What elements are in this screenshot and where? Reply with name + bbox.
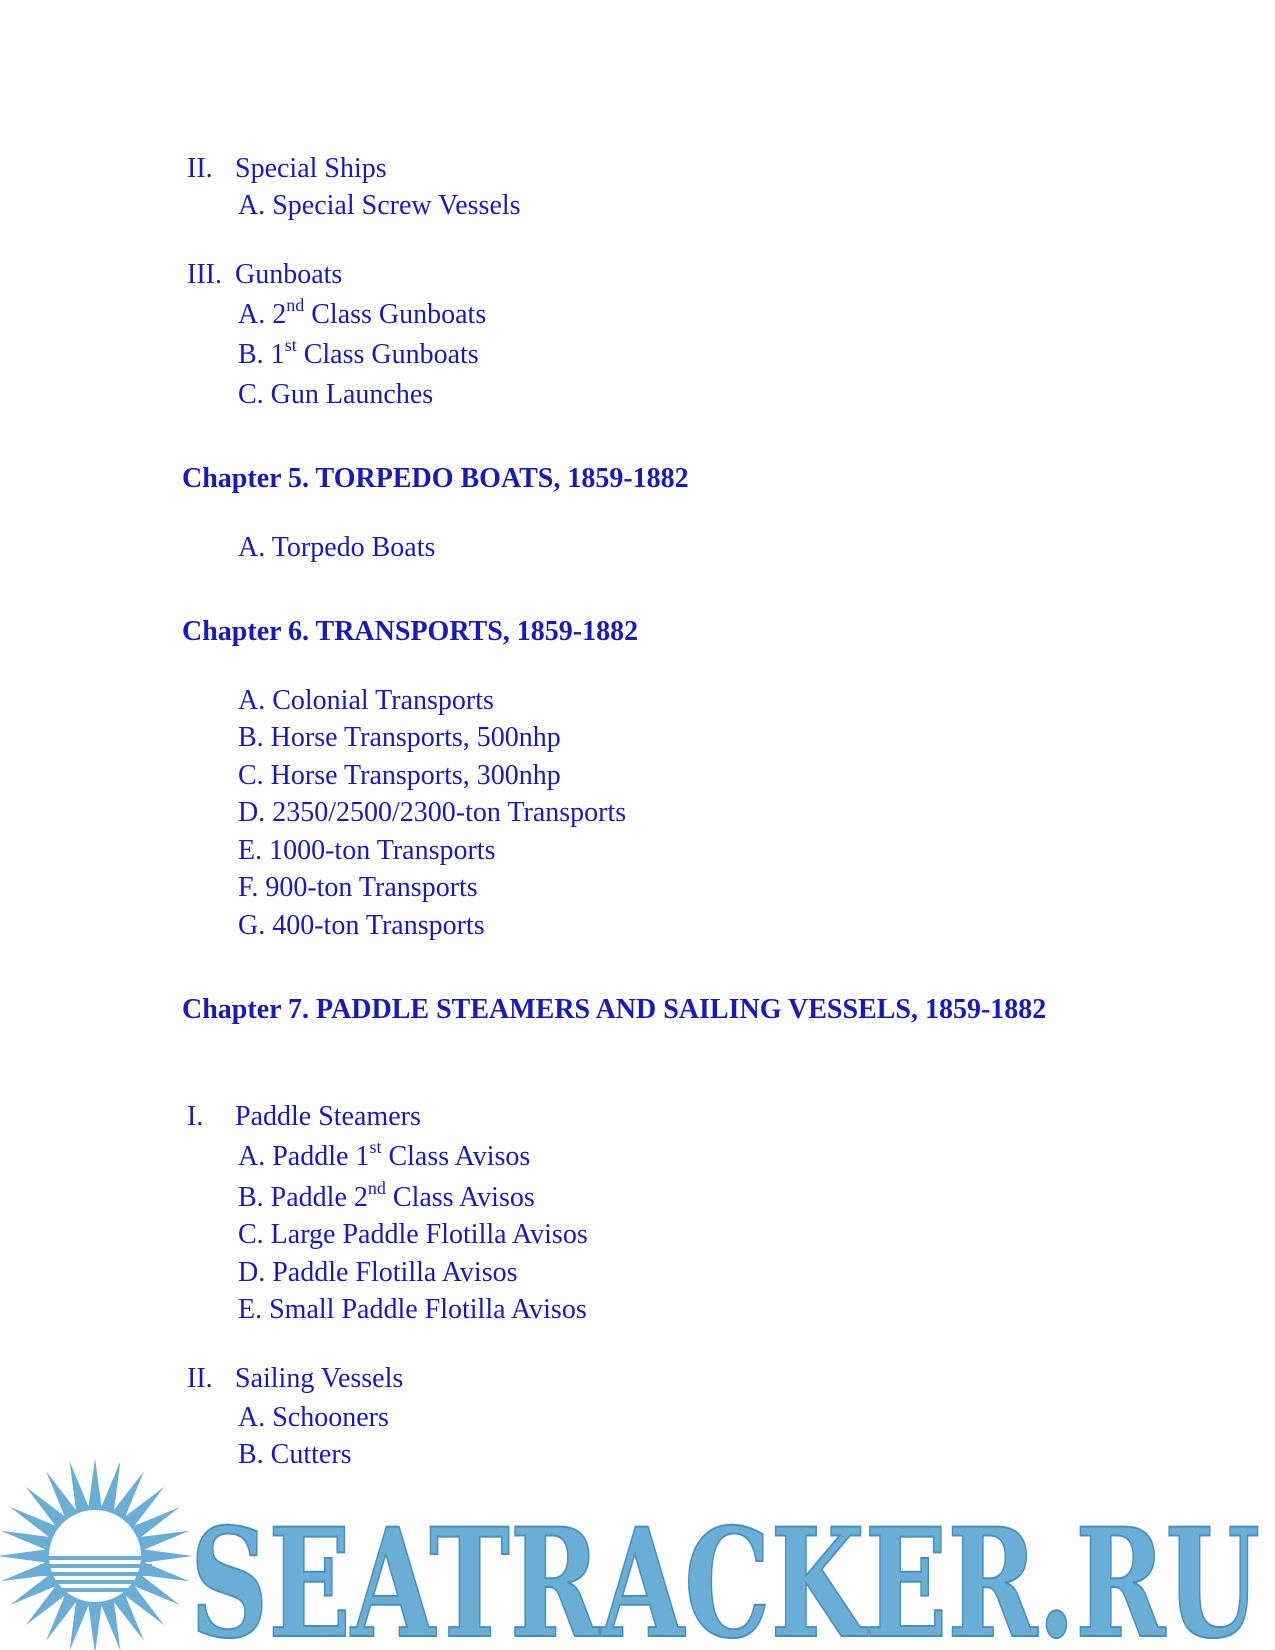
- list-item: F. 900-ton Transports: [238, 872, 478, 903]
- section-title: Sailing Vessels: [235, 1363, 404, 1394]
- list-item: B. Horse Transports, 500nhp: [238, 722, 561, 753]
- list-item: E. 1000-ton Transports: [238, 835, 496, 866]
- section-numeral: II.: [187, 1363, 213, 1394]
- list-item: B. Cutters: [238, 1439, 352, 1470]
- list-item: A. Special Screw Vessels: [238, 190, 521, 221]
- chapter-heading: Chapter 7. PADDLE STEAMERS AND SAILING VESSELS, 1859-1882: [182, 994, 1047, 1025]
- list-item: C. Horse Transports, 300nhp: [238, 760, 561, 791]
- section-title: Paddle Steamers: [235, 1101, 421, 1132]
- chapter-heading: Chapter 6. TRANSPORTS, 1859-1882: [182, 616, 639, 647]
- chapter-heading: Chapter 5. TORPEDO BOATS, 1859-1882: [182, 463, 689, 494]
- list-item: D. Paddle Flotilla Avisos: [238, 1257, 518, 1288]
- list-item: A. Torpedo Boats: [238, 532, 436, 563]
- list-item: A. 2nd Class Gunboats: [238, 295, 487, 330]
- section-numeral: I.: [187, 1101, 204, 1132]
- list-item: D. 2350/2500/2300-ton Transports: [238, 797, 627, 828]
- list-item: A. Schooners: [238, 1402, 389, 1433]
- list-item: C. Large Paddle Flotilla Avisos: [238, 1219, 588, 1250]
- section-numeral: II.: [187, 153, 213, 184]
- list-item: G. 400-ton Transports: [238, 910, 485, 941]
- section-title: Gunboats: [235, 259, 343, 290]
- watermark: [0, 1448, 1275, 1650]
- watermark-text: SEATRACKER.RU: [190, 1496, 1260, 1650]
- list-item: B. 1st Class Gunboats: [238, 335, 479, 370]
- list-item: E. Small Paddle Flotilla Avisos: [238, 1294, 587, 1325]
- list-item: C. Gun Launches: [238, 379, 434, 410]
- sunburst-logo: [0, 1458, 193, 1650]
- section-numeral: III.: [187, 259, 222, 290]
- list-item: A. Colonial Transports: [238, 685, 494, 716]
- list-item: B. Paddle 2nd Class Avisos: [238, 1178, 535, 1213]
- section-title: Special Ships: [235, 153, 387, 184]
- list-item: A. Paddle 1st Class Avisos: [238, 1137, 531, 1172]
